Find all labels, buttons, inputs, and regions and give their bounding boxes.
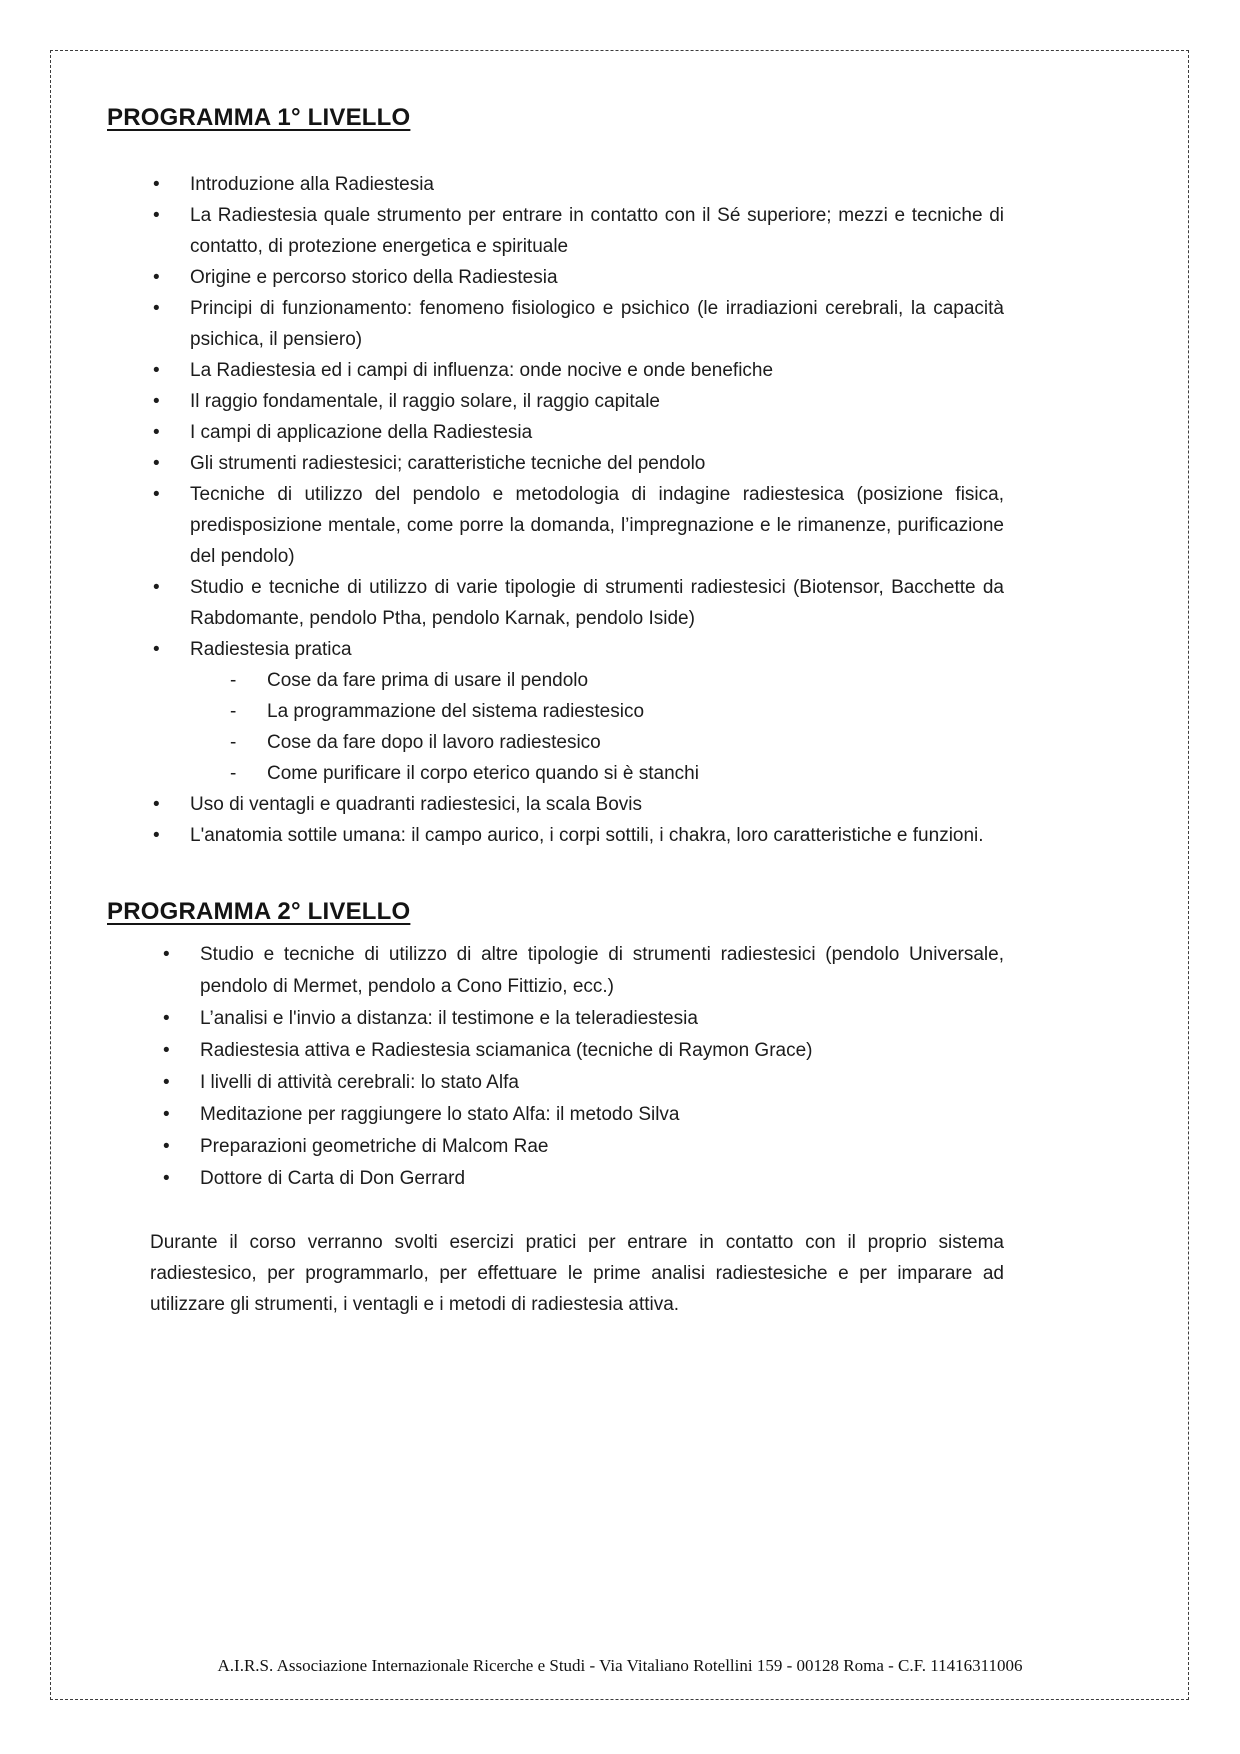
list-item — [107, 1131, 1004, 1163]
list-item — [107, 262, 1004, 293]
bullet-icon: • — [163, 944, 170, 965]
bullet-icon: • — [153, 360, 160, 381]
section-title-level-1: PROGRAMMA 1° LIVELLO — [107, 104, 411, 131]
list-item — [107, 1099, 1004, 1131]
list-item — [107, 820, 1004, 851]
bullet-icon: • — [153, 205, 160, 226]
item-text: I livelli di attività cerebrali: lo stato Alfa — [200, 1072, 519, 1093]
item-text: L’analisi e l'invio a distanza: il testimone e la teleradiestesia — [200, 1008, 698, 1029]
bullet-icon: • — [153, 298, 160, 319]
list-item — [107, 1035, 1004, 1067]
list-item — [107, 386, 1004, 417]
bullet-icon: • — [163, 1008, 170, 1029]
sub-list-item — [107, 665, 1004, 696]
bullet-icon: • — [153, 577, 160, 598]
bullet-icon: • — [153, 484, 160, 505]
list-item — [107, 417, 1004, 448]
dash-icon: - — [230, 670, 237, 691]
bullet-icon: • — [153, 453, 160, 474]
bullet-icon: • — [153, 174, 160, 195]
list-item — [107, 1163, 1004, 1195]
bullet-list-level-2 — [107, 939, 1004, 1195]
bullet-list-level-1 — [107, 169, 1004, 851]
list-item — [107, 293, 1004, 355]
sub-list-item — [107, 727, 1004, 758]
sub-item-text: Cose da fare prima di usare il pendolo — [267, 670, 589, 691]
item-text: L'anatomia sottile umana: il campo aurico, i corpi sottili, i chakra, loro caratteristiche e funzioni. — [190, 825, 984, 846]
item-text: Tecniche di utilizzo del pendolo e metodologia di indagine radiestesica (posizione fisica, predisposizione mentale, come porre la domanda, l’impregnazione e le rimanenze, purificazione del pendolo) — [190, 484, 1004, 567]
item-text: I campi di applicazione della Radiestesia — [190, 422, 533, 443]
item-text: Meditazione per raggiungere lo stato Alfa: il metodo Silva — [200, 1104, 680, 1125]
item-text: Studio e tecniche di utilizzo di altre tipologie di strumenti radiestesici (pendolo Universale, pendolo di Mermet, pendolo a Cono Fittizio, ecc.) — [200, 944, 1004, 997]
sub-list-item — [107, 758, 1004, 789]
item-text: Studio e tecniche di utilizzo di varie tipologie di strumenti radiestesici (Biotensor, Bacchette da Rabdomante, pendolo Ptha, pendolo Karnak, pendolo Iside) — [190, 577, 1004, 629]
bullet-icon: • — [163, 1104, 170, 1125]
item-text: La Radiestesia quale strumento per entrare in contatto con il Sé superiore; mezzi e tecniche di contatto, di protezione energetica e spirituale — [190, 205, 1004, 257]
item-text: La Radiestesia ed i campi di influenza: onde nocive e onde benefiche — [190, 360, 774, 381]
item-text: Radiestesia pratica — [190, 639, 352, 660]
footer-text: A.I.R.S. Associazione Internazionale Ricerche e Studi - Via Vitaliano Rotellini 159 - 00128 Roma - C.F. 11416311006 — [217, 1656, 1023, 1675]
bullet-icon: • — [153, 422, 160, 443]
bullet-icon: • — [153, 794, 160, 815]
sub-item-text: Cose da fare dopo il lavoro radiestesico — [267, 732, 601, 753]
list-item — [107, 200, 1004, 262]
list-item — [107, 169, 1004, 200]
document-content — [107, 103, 1004, 1320]
dash-icon: - — [230, 701, 237, 722]
item-text: Dottore di Carta di Don Gerrard — [200, 1168, 466, 1189]
item-text: Preparazioni geometriche di Malcom Rae — [200, 1136, 549, 1157]
sub-item-text: Come purificare il corpo eterico quando si è stanchi — [267, 763, 699, 784]
section-title-level-2: PROGRAMMA 2° LIVELLO — [107, 898, 411, 925]
item-text: Gli strumenti radiestesici; caratteristiche tecniche del pendolo — [190, 453, 706, 474]
dash-icon: - — [230, 732, 237, 753]
item-text: Radiestesia attiva e Radiestesia sciamanica (tecniche di Raymon Grace) — [200, 1040, 813, 1061]
bullet-icon: • — [153, 391, 160, 412]
list-item — [107, 634, 1004, 665]
bullet-icon: • — [163, 1168, 170, 1189]
sub-item-text: La programmazione del sistema radiestesico — [267, 701, 645, 722]
item-text: Il raggio fondamentale, il raggio solare, il raggio capitale — [190, 391, 660, 412]
bullet-icon: • — [163, 1136, 170, 1157]
item-text: Uso di ventagli e quadranti radiestesici, la scala Bovis — [190, 794, 643, 815]
bullet-icon: • — [153, 267, 160, 288]
item-text: Introduzione alla Radiestesia — [190, 174, 434, 195]
list-item — [107, 572, 1004, 634]
dash-icon: - — [230, 763, 237, 784]
item-text: Origine e percorso storico della Radiestesia — [190, 267, 558, 288]
closing-paragraph: Durante il corso verranno svolti esercizi pratici per entrare in contatto con il proprio sistema radiestesico, per programmarlo, per effettuare le prime analisi radiestesiche e per imparare ad utilizzare gli strumenti, i ventagli e i metodi di radiestesia attiva. — [150, 1232, 1004, 1315]
list-item — [107, 1003, 1004, 1035]
bullet-icon: • — [153, 639, 160, 660]
bullet-icon: • — [153, 825, 160, 846]
bullet-icon: • — [163, 1040, 170, 1061]
bullet-icon: • — [163, 1072, 170, 1093]
list-item — [107, 1067, 1004, 1099]
list-item — [107, 939, 1004, 1003]
sub-list-item — [107, 696, 1004, 727]
list-item — [107, 448, 1004, 479]
list-item — [107, 789, 1004, 820]
list-item — [107, 479, 1004, 572]
item-text: Principi di funzionamento: fenomeno fisiologico e psichico (le irradiazioni cerebrali, la capacità psichica, il pensiero) — [190, 298, 1004, 350]
list-item — [107, 355, 1004, 386]
